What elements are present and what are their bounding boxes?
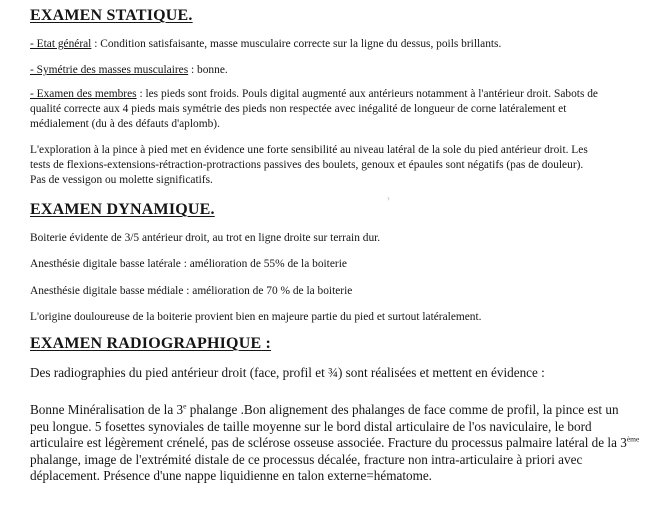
findings-part-3: phalange, image de l'extrémité distale de ce processus décalée, fracture non intra-articulaire à priori avec déplacement. Présence d'une nappe liquidienne en talon externe=hématome. (30, 451, 583, 484)
findings-part-2: phalange .Bon alignement des phalanges de face comme de profil, la pince est un peu longue. 5 fosettes synoviales de taille moyenne sur le bord distal articulaire de l'os naviculaire, le bord articulaire est légèrement crénelé, pas de sclérose osseuse associée. Fracture du processus palmaire latéral de la 3 (30, 402, 627, 451)
heading-radio-text: EXAMEN RADIOGRAPHIQUE (30, 335, 262, 352)
paragraph-anesthesie-laterale: Anesthésie digitale basse latérale : amélioration de 55% de la boiterie (30, 258, 347, 270)
findings-part-1: Bonne Minéralisation de la 3 (30, 402, 184, 417)
paragraph-radio-findings (30, 402, 640, 485)
text-examen-membres: : les pieds sont froids. Pouls digital augmenté aux antérieurs notamment à l'antérieur droit. Sabots de qualité correcte aux 4 pieds mais symétrie des pieds non respectée avec inégalité de longueur de corne latéralement et médialement (du à des défauts d'aplomb). (30, 88, 598, 130)
text-symetrie: : bonne. (188, 64, 228, 76)
paragraph-examen-membres (30, 87, 600, 132)
scan-mark: › (387, 193, 390, 203)
heading-examen-radiographique (30, 335, 271, 353)
label-examen-membres: - Examen des membres (30, 88, 137, 100)
findings-sup-2: ème (626, 434, 640, 444)
paragraph-radio-intro: Des radiographies du pied antérieur droit (face, profil et ¾) sont réalisées et mettent en évidence : (30, 365, 545, 380)
paragraph-etat-general (30, 37, 650, 52)
heading-radio-suffix: : (261, 335, 272, 352)
label-symetrie: - Symétrie des masses musculaires (30, 64, 189, 76)
paragraph-boiterie: Boiterie évidente de 3/5 antérieur droit, au trot en ligne droite sur terrain dur. (30, 232, 381, 244)
findings-sup-1: e (183, 401, 187, 411)
heading-examen-statique: EXAMEN STATIQUE. (30, 7, 193, 24)
paragraph-origine: L'origine douloureuse de la boiterie provient bien en majeure partie du pied et surtout latéralement. (30, 311, 482, 323)
label-etat-general: - Etat général (30, 38, 92, 50)
paragraph-symetrie (30, 63, 650, 78)
heading-examen-dynamique: EXAMEN DYNAMIQUE. (30, 201, 215, 218)
paragraph-anesthesie-mediale: Anesthésie digitale basse médiale : amélioration de 70 % de la boiterie (30, 285, 353, 297)
paragraph-exploration: L'exploration à la pince à pied met en évidence une forte sensibilité au niveau latéral de la sole du pied antérieur droit. Les tests de flexions-extensions-rétraction-protractions passives des boulets, genoux et épaules sont négatifs (pas de douleur). Pas de vessigon ou molette significatifs. (30, 144, 588, 186)
text-etat-general: : Condition satisfaisante, masse musculaire correcte sur la ligne du dessus, poils brillants. (91, 38, 502, 50)
